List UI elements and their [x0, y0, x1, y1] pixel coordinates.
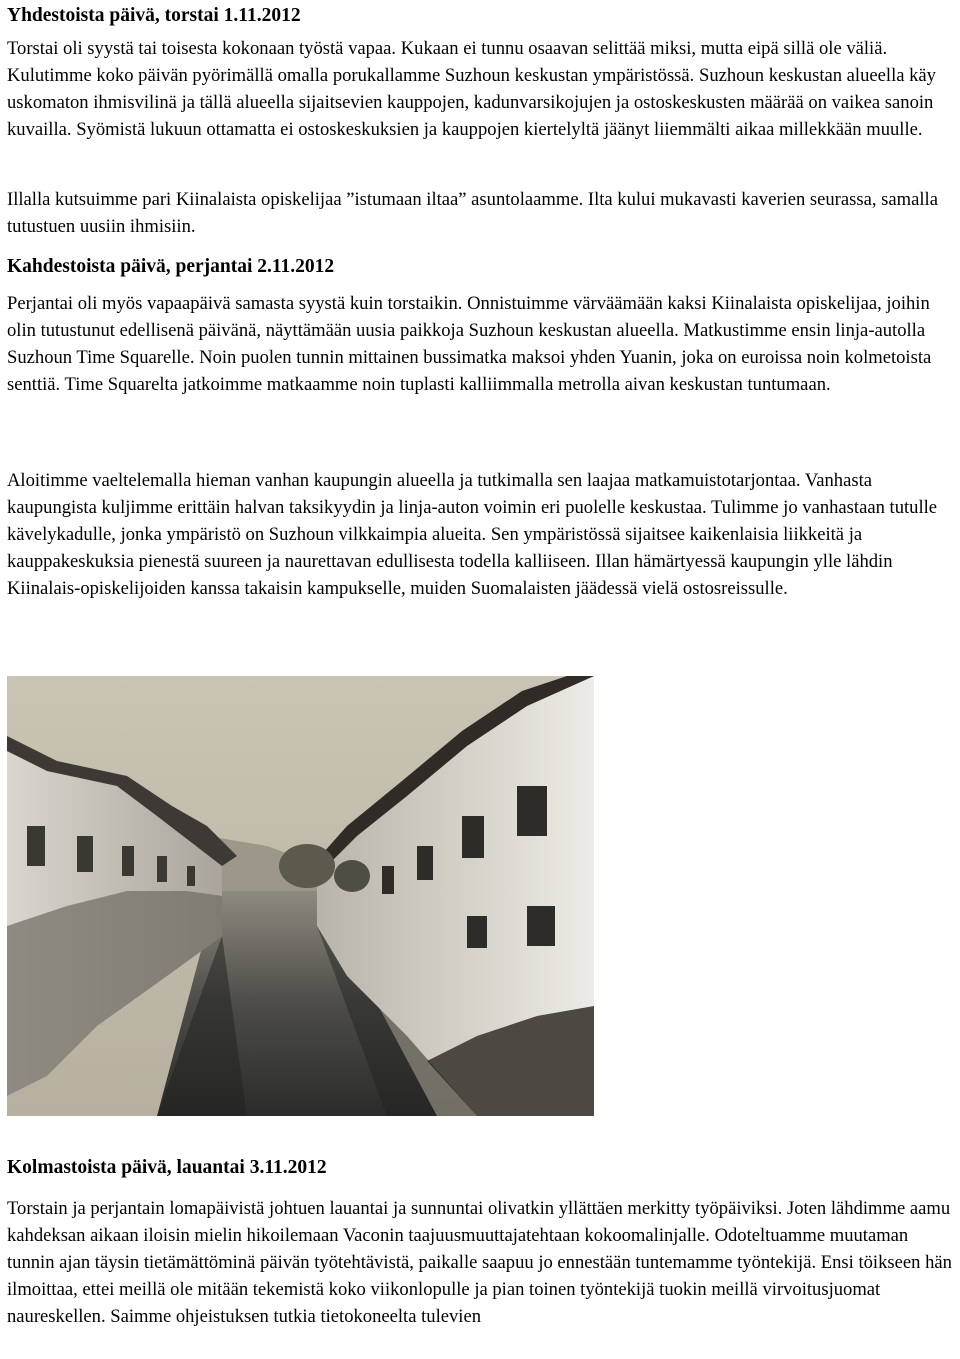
day12-heading: Kahdestoista päivä, perjantai 2.11.2012 — [7, 256, 335, 277]
day13-heading: Kolmastoista päivä, lauantai 3.11.2012 — [7, 1157, 327, 1178]
day11-paragraph-1: Torstai oli syystä tai toisesta kokonaan työstä vapaa. Kukaan ei tunnu osaavan selittää miksi, mutta eipä sillä ole väliä. Kulutimme koko päivän pyörimällä omalla porukallamme Suzhoun keskustan ympäristössä. Suzhoun keskustan alueella käy uskomaton ihmisvilinä ja tällä alueella sijaitsevien kauppojen, kadunvarsikojujen ja ostoskeskusten määrää on vaikea sanoin kuvailla. Syömistä lukuun ottamatta ei ostoskeskuksien ja kauppojen kiertelyltä jäänyt liiemmälti aikaa millekkään muulle. — [7, 38, 936, 140]
day11-paragraph-2: Illalla kutsuimme pari Kiinalaista opiskelijaa ”istumaan iltaa” asuntolaamme. Ilta kului mukavasti kaverien seurassa, samalla tutustuen uusiin ihmisiin. — [7, 189, 938, 237]
day12-paragraph-1: Perjantai oli myös vapaapäivä samasta syystä kuin torstaikin. Onnistuimme värväämään kaksi Kiinalaista opiskelijaa, joihin olin tutustunut edellisenä päivänä, näyttämään uusia paikkoja Suzhoun keskustan alueella. Matkustimme ensin linja-autolla Suzhoun Time Squarelle. Noin puolen tunnin mittainen bussimatka maksoi yhden Yuanin, joka on euroissa noin kolmetoista senttiä. Time Squarelta jatkoimme matkaamme noin tuplasti kalliimmalla metrolla aivan keskustan tuntumaan. — [7, 293, 932, 395]
day11-heading: Yhdestoista päivä, torstai 1.11.2012 — [7, 5, 301, 26]
canal-photo — [7, 676, 594, 1116]
day12-paragraph-2: Aloitimme vaeltelemalla hieman vanhan kaupungin alueella ja tutkimalla sen laajaa matkamuistotarjontaa. Vanhasta kaupungista kuljimme erittäin halvan taksikyydin ja linja-auton voimin eri puolelle keskustaa. Tulimme jo vanhastaan tutulle kävelykadulle, jonka ympäristö on Suzhoun vilkkaimpia alueita. Sen ympäristössä sijaitsee kaikenlaisia liikkeitä ja kauppakeskuksia pienestä suureen ja naurettavan edullisesta todella kalliiseen. Illan hämärtyessä kaupungin ylle lähdin Kiinalais-opiskelijoiden kanssa takaisin kampukselle, muiden Suomalaisten jäädessä vielä ostosreissulle. — [7, 470, 938, 599]
day13-paragraph-1: Torstain ja perjantain lomapäivistä johtuen lauantai ja sunnuntai olivatkin yllättäen merkitty työpäiviksi. Joten lähdimme aamu kahdeksan aikaan iloisin mielin hikoilemaan Vaconin taajuusmuuttajatehtaan kokoomalinjalle. Odoteltuamme muutaman tunnin ajan täysin tietämättöminä päivän työtehtävistä, paikalle saapuu jo ennestään tuntemamme työntekijä. Ensi töikseen hän ilmoittaa, ettei meillä ole mitään tekemistä koko viikonlopulle ja pian toinen työntekijä tuokin meillä virvoitusjuomat naureskellen. Saimme ohjeistuksen tutkia tietokoneelta tulevien — [7, 1198, 952, 1327]
